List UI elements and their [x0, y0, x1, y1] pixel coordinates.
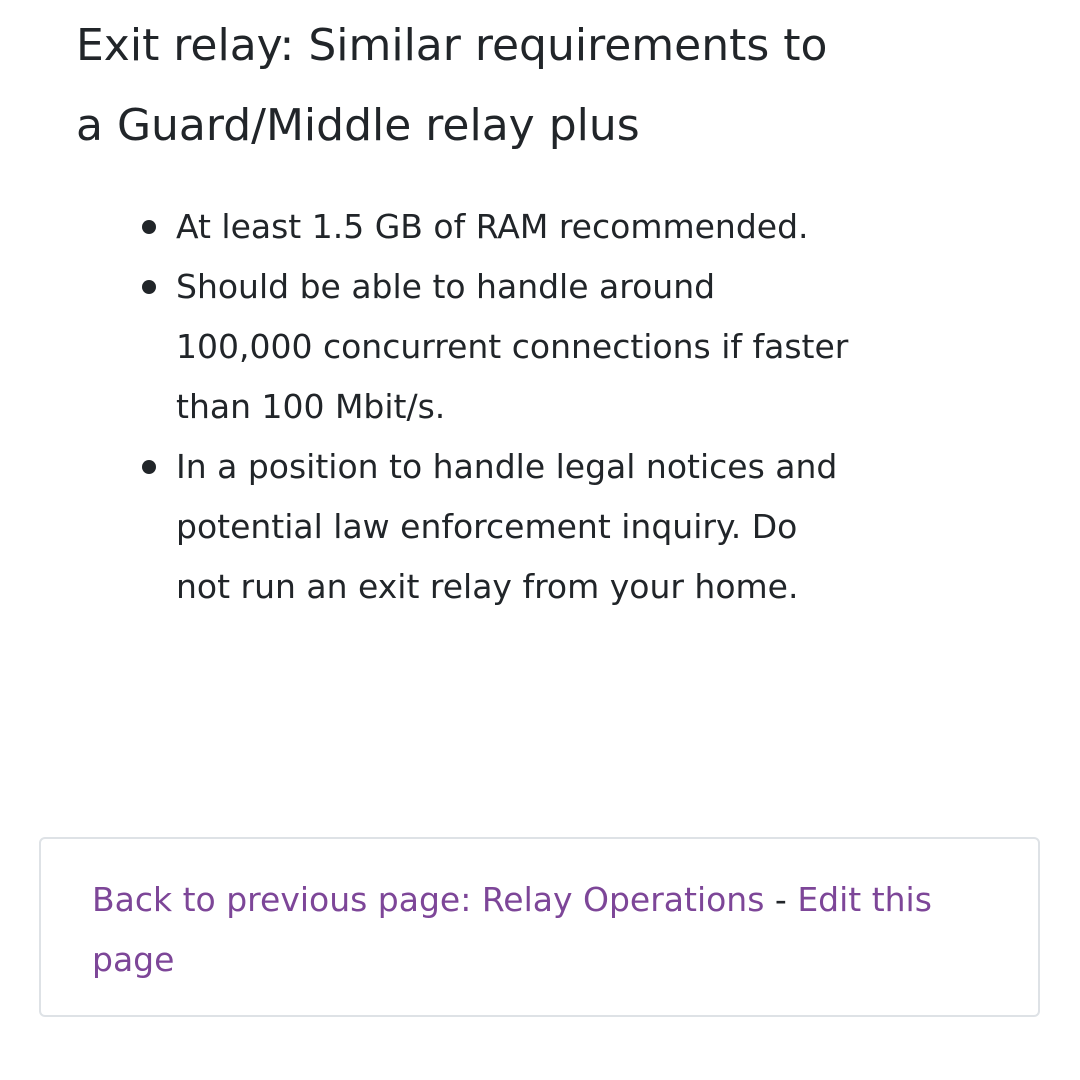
page-footer-nav: [39, 837, 1040, 1017]
list-item: [176, 437, 856, 617]
edit-this-page-link[interactable]: Edit this page: [92, 880, 932, 979]
requirement-text: In a position to handle legal notices and potential law enforcement inquiry. Do not run an exit relay from your home.: [176, 447, 838, 606]
list-item: [176, 197, 856, 257]
footer-separator: -: [764, 880, 798, 919]
requirement-text: Should be able to handle around 100,000 concurrent connections if faster than 100 Mbit/s.: [176, 267, 849, 426]
requirement-text: At least 1.5 GB of RAM recommended.: [176, 207, 809, 246]
footer-nav-text: [92, 870, 972, 990]
section-heading: Exit relay: Similar requirements to a Guard/Middle relay plus: [76, 20, 828, 151]
list-item: [176, 257, 856, 437]
bullet-icon: [142, 460, 156, 474]
requirements-list: [176, 197, 856, 617]
bullet-icon: [142, 220, 156, 234]
back-to-previous-page-link[interactable]: Back to previous page: Relay Operations: [92, 880, 765, 919]
bullet-icon: [142, 280, 156, 294]
